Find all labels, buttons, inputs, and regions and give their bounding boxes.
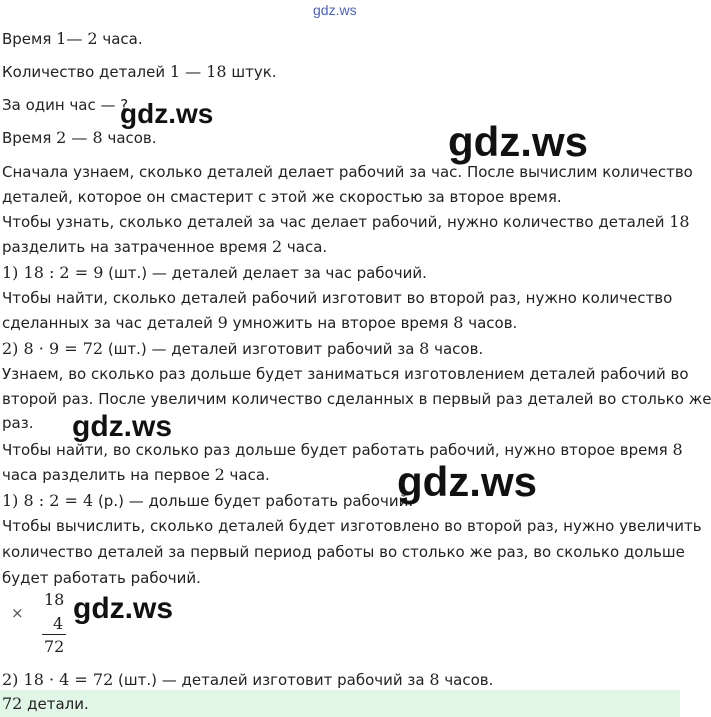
given-per-hour: За один час — ? bbox=[2, 96, 129, 114]
paragraph-1b: деталей, которое он смастерит с этой же скоростью за второе время. bbox=[2, 188, 562, 206]
math: 8 bbox=[419, 339, 430, 358]
answer-bar bbox=[0, 690, 680, 717]
math: 1— 2 bbox=[56, 29, 98, 48]
text: часа разделить на первое bbox=[2, 466, 215, 484]
math: 2) 18 · 4 = 72 bbox=[2, 670, 114, 689]
watermark-top: gdz.ws bbox=[313, 2, 357, 18]
text: (шт.) — деталей изготовит рабочий за bbox=[103, 340, 420, 358]
paragraph-4b: второй раз. После увеличим количество сделанных в первый раз деталей во столько же bbox=[2, 390, 711, 408]
text: Чтобы найти, во сколько раз дольше будет работать рабочий, нужно второе время bbox=[2, 441, 673, 459]
step-2 bbox=[2, 339, 483, 359]
step-4 bbox=[2, 670, 493, 690]
paragraph-4a: Узнаем, во сколько раз дольше будет заниматься изготовлением деталей рабочий во bbox=[2, 365, 689, 383]
text: (шт.) — деталей делает за час рабочий. bbox=[103, 264, 427, 282]
watermark-2: gdz.ws bbox=[448, 118, 589, 165]
column-result: 72 bbox=[44, 637, 65, 656]
math: 2) 8 · 9 = 72 bbox=[2, 339, 104, 358]
paragraph-6c: будет работать рабочий. bbox=[2, 569, 201, 587]
math: 2 bbox=[271, 237, 283, 256]
text: (шт.) — деталей изготовит рабочий за bbox=[113, 671, 430, 689]
text: штук. bbox=[226, 63, 277, 81]
text: Время bbox=[2, 30, 57, 48]
math: 72 bbox=[2, 694, 23, 713]
text: Чтобы узнать, сколько деталей за час делает рабочий, нужно количество деталей bbox=[2, 213, 670, 231]
text: (р.) — дольше будет работать рабочий. bbox=[93, 492, 414, 510]
text: часов. bbox=[439, 671, 494, 689]
math: 8 bbox=[453, 313, 464, 332]
step-3 bbox=[2, 491, 413, 511]
math: 8 bbox=[429, 670, 440, 689]
math: 2 — 8 bbox=[56, 128, 103, 147]
text: умножить на второе время bbox=[227, 314, 454, 332]
text: разделить на затраченное время bbox=[2, 238, 272, 256]
math: 1 — 18 bbox=[169, 62, 227, 81]
paragraph-6a: Чтобы вычислить, сколько деталей будет изготовлено во второй раз, нужно увеличить bbox=[2, 517, 702, 535]
given-time2 bbox=[2, 128, 157, 148]
text: часов. bbox=[102, 129, 157, 147]
math: 1) 8 : 2 = 4 bbox=[2, 491, 94, 510]
paragraph-2b bbox=[2, 237, 327, 257]
paragraph-3b bbox=[2, 313, 517, 333]
column-top: 18 bbox=[44, 590, 65, 609]
paragraph-4c: раз. bbox=[2, 414, 34, 432]
text: часов. bbox=[429, 340, 484, 358]
paragraph-6b: количество деталей за первый период работы во столько же раз, во сколько дольше bbox=[2, 543, 685, 561]
watermark-1: gdz.ws bbox=[120, 98, 214, 129]
text: Время bbox=[2, 129, 57, 147]
paragraph-5b bbox=[2, 465, 270, 485]
text: детали. bbox=[22, 695, 89, 713]
given-count bbox=[2, 62, 277, 82]
math: 1) 18 : 2 = 9 bbox=[2, 263, 104, 282]
math: 8 bbox=[672, 440, 683, 459]
text: сделанных за час деталей bbox=[2, 314, 218, 332]
text: Количество деталей bbox=[2, 63, 170, 81]
math: 2 bbox=[214, 465, 225, 484]
text: часа. bbox=[224, 466, 270, 484]
text: часа. bbox=[97, 30, 143, 48]
watermark-3: gdz.ws bbox=[72, 410, 173, 443]
math: 18 bbox=[669, 212, 690, 231]
watermark-4: gdz.ws bbox=[397, 458, 538, 505]
text: часа. bbox=[282, 238, 328, 256]
paragraph-2a bbox=[2, 212, 690, 232]
answer bbox=[2, 694, 89, 714]
paragraph-3a: Чтобы найти, сколько деталей рабочий изготовит во второй раз, нужно количество bbox=[2, 289, 673, 307]
column-rule bbox=[42, 634, 66, 635]
paragraph-5a bbox=[2, 440, 683, 460]
given-time1 bbox=[2, 29, 143, 49]
watermark-5: gdz.ws bbox=[73, 592, 174, 625]
math: 9 bbox=[217, 313, 228, 332]
column-bottom: 4 bbox=[53, 614, 64, 633]
text: часов. bbox=[463, 314, 518, 332]
multiply-sign: × bbox=[11, 604, 24, 622]
step-1 bbox=[2, 263, 427, 283]
paragraph-1a: Сначала узнаем, сколько деталей делает рабочий за час. После вычислим количество bbox=[2, 163, 693, 181]
